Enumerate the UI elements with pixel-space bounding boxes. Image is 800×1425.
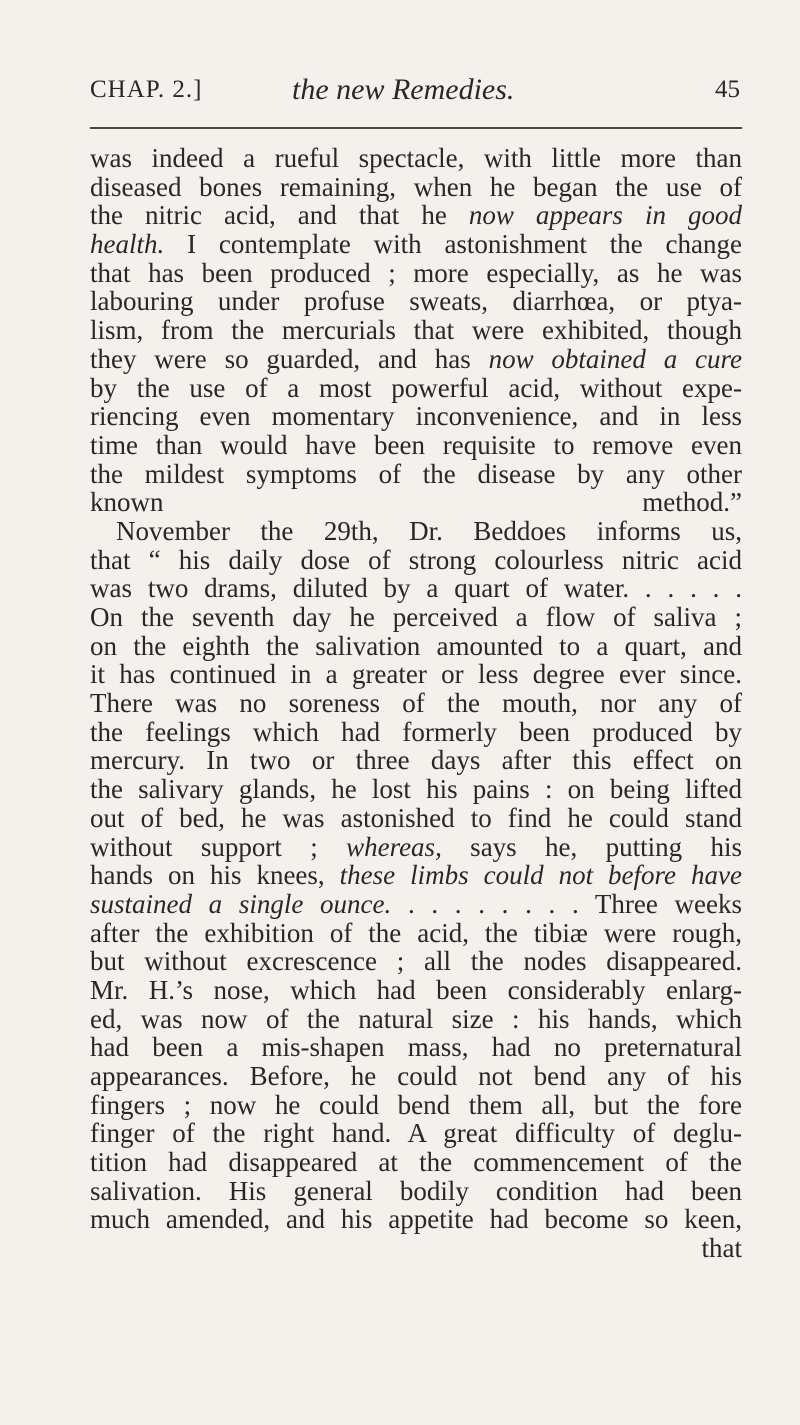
text-segment: lism, from the mercurials that were exhibited, though: [90, 315, 742, 346]
text-segment: diseased bones remaining, when he began the use of: [90, 171, 742, 202]
text-segment: finger of the right hand. A great difficulty of deglu-: [90, 1118, 742, 1149]
text-segment: known method.”: [90, 487, 742, 518]
text-line: [90, 259, 742, 288]
page-number: 45: [715, 76, 740, 103]
text-line: [90, 804, 742, 833]
text-line: [90, 1005, 742, 1034]
text-line: [90, 1033, 742, 1062]
text-segment: that: [701, 1233, 742, 1264]
text-segment: it has continued in a greater or less degree ever since.: [90, 659, 742, 690]
text-line: [90, 632, 742, 661]
italic-text: now obtained a cure: [488, 343, 742, 374]
text-line: [90, 976, 742, 1005]
text-line: [90, 287, 742, 316]
text-segment: had been a mis-shapen mass, had no preternatural: [90, 1032, 742, 1063]
text-line: [90, 546, 742, 575]
text-line: [90, 890, 742, 919]
text-line: [90, 488, 742, 517]
text-segment: that “ his daily dose of strong colourless nitric acid: [90, 544, 742, 575]
text-line: [90, 201, 742, 230]
chapter-label: CHAP. 2.]: [90, 76, 203, 103]
text-line: [90, 1091, 742, 1120]
text-line: [90, 1177, 742, 1206]
running-title: the new Remedies.: [292, 73, 515, 106]
text-segment: Mr. H.’s nose, which had been considerably enlarg-: [90, 974, 742, 1005]
text-line: [90, 345, 742, 374]
text-line: [90, 402, 742, 431]
text-segment: much amended, and his appetite had become so keen,: [90, 1204, 742, 1235]
text-segment: says he, putting his: [441, 831, 742, 862]
text-line: [90, 144, 742, 173]
text-segment: I contemplate with astonishment the change: [164, 229, 742, 260]
page-header: [90, 73, 740, 116]
text-line: [90, 689, 742, 718]
text-line: [90, 517, 742, 546]
text-segment: ed, was now of the natural size : his hands, which: [90, 1003, 742, 1034]
text-line: [90, 1148, 742, 1177]
text-segment: . . . . . . . . Three weeks: [391, 888, 743, 919]
text-segment: by the use of a most powerful acid, without expe-: [90, 372, 742, 403]
text-segment: but without excrescence ; all the nodes disappeared.: [90, 946, 742, 977]
italic-text: now appears in good: [468, 200, 742, 231]
text-segment: labouring under profuse sweats, diarrhœa, or ptya-: [90, 286, 742, 317]
text-segment: the feelings which had formerly been produced by: [90, 716, 742, 747]
text-line: [90, 660, 742, 689]
text-segment: appearances. Before, he could not bend any of his: [90, 1061, 742, 1091]
text-segment: that has been produced ; more especially, as he was: [90, 257, 742, 288]
text-line: [90, 173, 742, 202]
text-line: [90, 775, 742, 804]
text-line: [90, 1234, 742, 1263]
italic-text: health.: [90, 229, 165, 260]
text-line: [90, 431, 742, 460]
text-line: [90, 316, 742, 345]
text-line: [90, 374, 742, 403]
text-line: [90, 1062, 742, 1091]
text-segment: November the 29th, Dr. Beddoes informs us,: [116, 515, 742, 546]
italic-text: sustained a single ounce.: [90, 888, 392, 919]
header-rule: [90, 127, 742, 129]
text-line: [90, 947, 742, 976]
text-segment: the mildest symptoms of the disease by any other: [90, 458, 742, 489]
text-line: [90, 919, 742, 948]
body-text: [90, 144, 742, 1263]
text-segment: was two drams, diluted by a quart of water. . . . . .: [90, 573, 742, 604]
text-line: [90, 1205, 742, 1234]
text-line: [90, 718, 742, 747]
text-line: [90, 1119, 742, 1148]
text-line: [90, 574, 742, 603]
text-segment: after the exhibition of the acid, the tibiæ were rough,: [90, 917, 742, 948]
text-line: [90, 230, 742, 259]
italic-text: these limbs could not before have: [339, 860, 742, 891]
text-segment: the nitric acid, and that he: [90, 200, 469, 231]
italic-text: whereas,: [346, 831, 442, 862]
text-segment: On the seventh day he perceived a flow of saliva ;: [90, 602, 742, 632]
text-segment: out of bed, he was astonished to find he could stand: [90, 802, 742, 833]
text-segment: mercury. In two or three days after this effect on: [90, 745, 742, 776]
text-segment: on the eighth the salivation amounted to a quart, and: [90, 630, 742, 661]
text-segment: they were so guarded, and has: [90, 343, 489, 374]
text-segment: There was no soreness of the mouth, nor any of: [90, 688, 742, 719]
text-segment: time than would have been requisite to remove even: [90, 429, 742, 460]
text-line: [90, 833, 742, 862]
text-segment: fingers ; now he could bend them all, but the fore: [90, 1089, 742, 1120]
text-segment: riencing even momentary inconvenience, and in less: [90, 401, 742, 432]
text-segment: was indeed a rueful spectacle, with little more than: [90, 143, 742, 173]
text-segment: hands on his knees,: [90, 860, 340, 891]
text-line: [90, 603, 742, 632]
text-segment: tition had disappeared at the commencement of the: [90, 1147, 742, 1178]
text-line: [90, 460, 742, 489]
text-line: [90, 861, 742, 890]
text-line: [90, 746, 742, 775]
text-segment: salivation. His general bodily condition had been: [90, 1175, 742, 1206]
text-segment: the salivary glands, he lost his pains : on being lifted: [90, 774, 742, 805]
text-segment: without support ;: [90, 831, 347, 862]
